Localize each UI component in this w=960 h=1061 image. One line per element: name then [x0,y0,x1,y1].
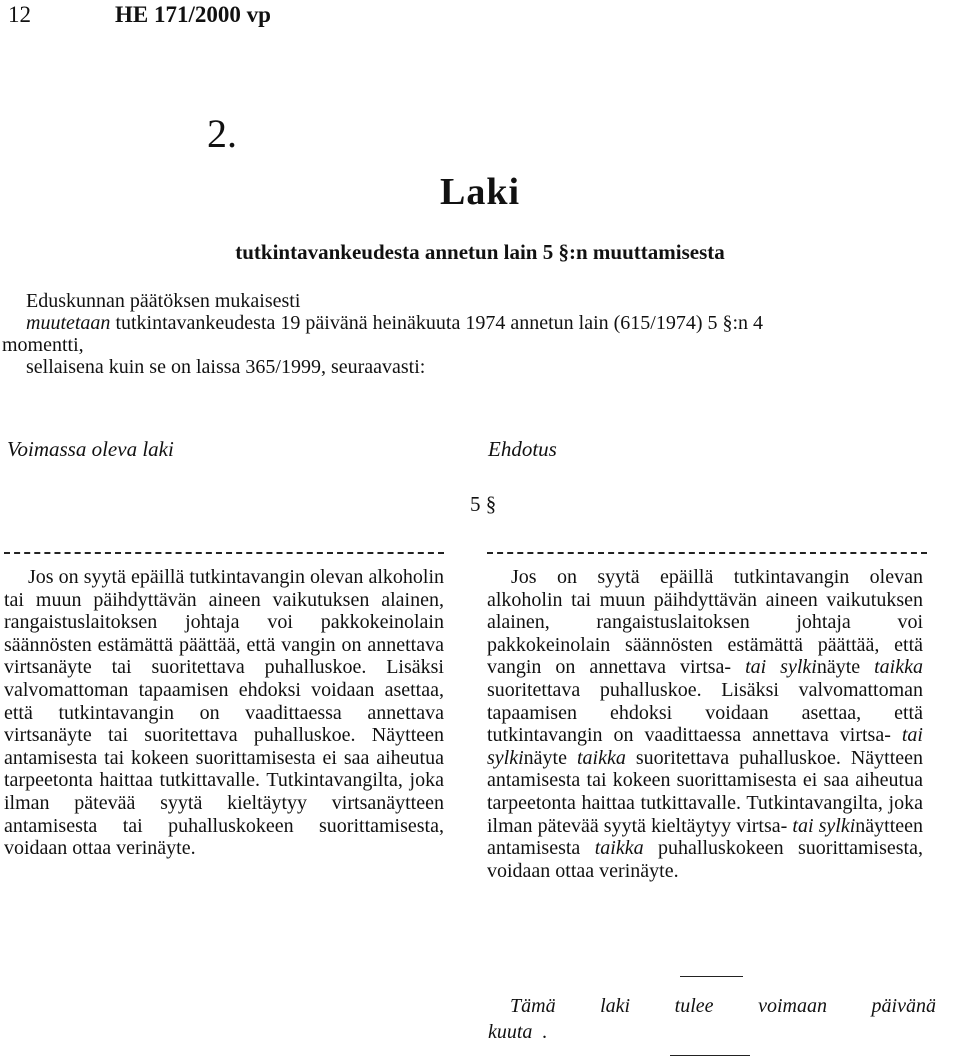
text-run: puhalluskokeen suorittamisesta, voidaan ottaa verinäyte. [487,837,923,882]
document-id: HE 171/2000 vp [115,2,271,27]
separator-line [680,976,743,977]
text-run: suoritettava puhalluskoe. Näytteen antamisesta tai kokeen suorittamisesta ei saa aiheutua tarpeetonta haittaa tutkittavalle. Tutkintavangilta, joka ilman pätevää syytä kieltäytyy virtsa- [487,746,924,837]
effective-word: . [542,1021,548,1043]
end-line [670,1055,750,1056]
text-run: Jos on syytä epäillä tutkintavangin olevan alkoholin tai muun päihdyttävän aineen vaikutuksen alainen, rangaistuslaitoksen johtaja voi pakkokeinolain säännösten estämättä päättää, että vangin on annettava virtsa- [487,566,923,679]
italic-run: taikka [576,746,626,769]
text-run: suoritettava puhalluskoe. Lisäksi valvomattoman tapaamisen ehdoksi voidaan asettaa, että tutkintavangin on vaadittaessa annettava virtsa- [487,678,923,747]
law-title: Laki [439,171,521,213]
preamble-line [26,312,956,334]
left-column-heading: Voimassa oleva laki [7,437,174,461]
preamble-verb: muutetaan [26,312,111,334]
text-run: näyte [816,656,875,679]
section-sign: 5 § [470,492,497,516]
effective-word: laki [600,995,631,1017]
proposed-law-paragraph [487,566,923,882]
effective-word: tulee [674,995,714,1017]
italic-run: tai sylki [745,656,817,679]
effective-word: voimaan [758,995,827,1017]
law-subtitle: tutkintavankeudesta annetun lain 5 §:n muuttamisesta [235,240,725,264]
right-column-heading: Ehdotus [488,437,557,461]
text-run: näytteen antamisesta [487,814,924,860]
effective-clause [488,993,936,1045]
effective-word: päivänä [871,995,936,1017]
section-number: 2. [207,111,237,156]
preamble-line: Eduskunnan päätöksen mukaisesti [26,290,301,312]
effective-word: Tämä [510,995,556,1017]
left-omission-line [4,552,444,554]
italic-run: taikka [874,656,923,679]
proposed-law-text [487,566,923,882]
effective-line [510,993,936,1019]
right-omission-line [487,552,927,554]
preamble-line: momentti, [2,334,84,356]
effective-line [488,1019,936,1045]
current-law-text [4,566,444,860]
italic-run: taikka [594,837,644,860]
page-number: 12 [8,2,31,27]
italic-run: tai sylki [792,814,856,837]
italic-run: tai sylki [487,724,923,769]
text-run: näyte [523,746,577,769]
preamble-line: sellaisena kuin se on laissa 365/1999, seuraavasti: [26,356,426,378]
preamble [2,290,956,378]
effective-word: kuuta [488,1021,533,1043]
preamble-text: tutkintavankeudesta 19 päivänä heinäkuuta 1974 annetun lain (615/1974) 5 §:n 4 [110,312,764,334]
current-law-paragraph: Jos on syytä epäillä tutkintavangin olevan alkoholin tai muun päihdyttävän aineen vaikutuksen alainen, rangaistuslaitoksen johtaja voi pakkokeinolain säännösten estämättä päättää, että vangin on annettava virtsanäyte tai suoritettava puhalluskoe. Lisäksi valvomattoman tapaamisen ehdoksi voidaan asettaa, että tutkintavangin on vaadittaessa annettava virtsanäyte tai suoritettava puhalluskoe. Näytteen antamisesta tai kokeen suorittamisesta ei saa aiheutua tarpeetonta haittaa tutkittavalle. Tutkintavangilta, joka ilman pätevää syytä kieltäytyy virtsanäytteen antamisesta tai puhalluskokeen suorittamisesta, voidaan ottaa verinäyte. [4,566,444,860]
